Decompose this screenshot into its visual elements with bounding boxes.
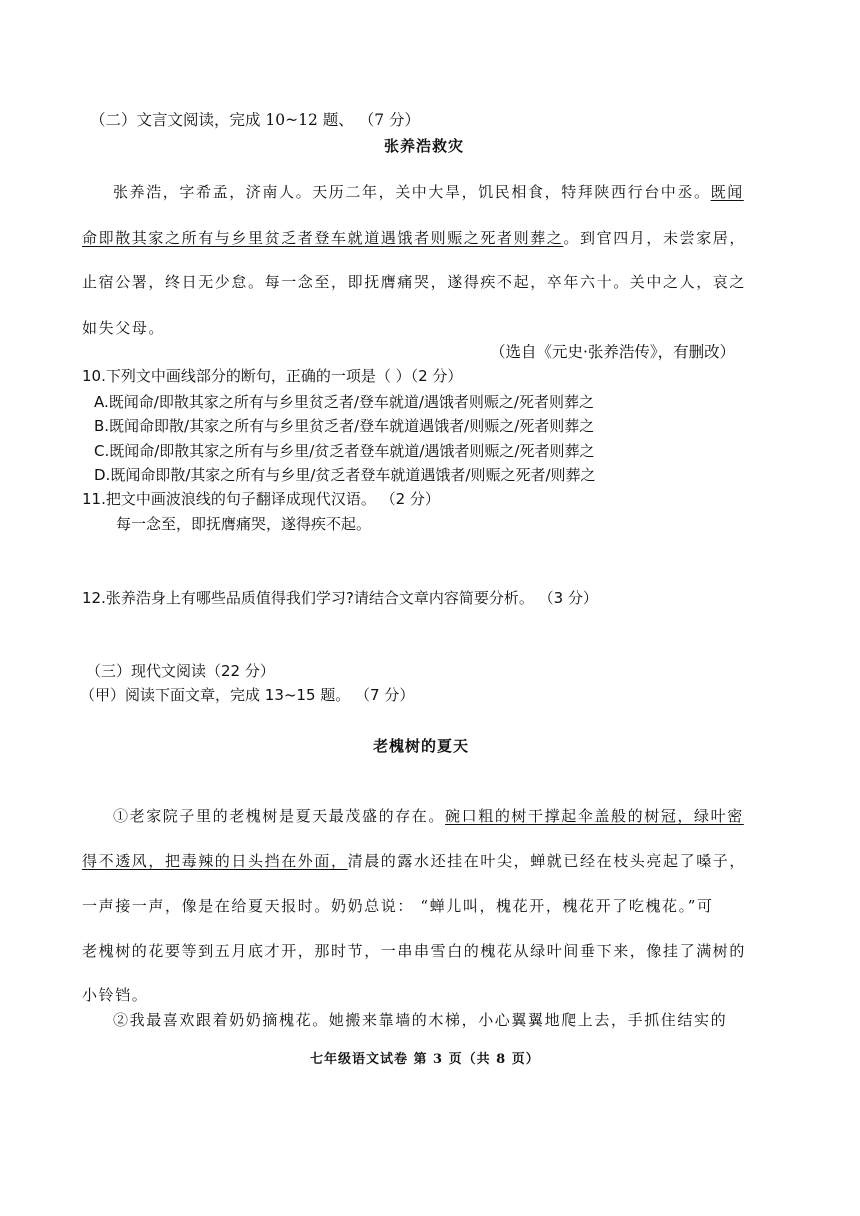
question-10-option-b: B.既闻命即散/其家之所有与乡里贫乏者/登车就道遇饿者/则赈之/死者则葬之 — [94, 417, 595, 435]
article-line-5: 小铃铛。 — [82, 986, 149, 1004]
underlined-text: 得不透风，把毒辣的日头挡在外面， — [82, 852, 348, 870]
underlined-text: 命即散其家之所有与乡里贫乏者登车就道遇饿者则赈之死者则葬之 — [82, 229, 564, 247]
article-line-6: ②我最喜欢跟着奶奶摘槐花。她搬来靠墙的木梯，小心翼翼地爬上去，手抓住结实的 — [113, 1011, 728, 1029]
section-heading: （二）文言文阅读，完成 10~12 题、 （7 分） — [90, 111, 421, 129]
passage-line-2: 命即散其家之所有与乡里贫乏者登车就道遇饿者则赈之死者则葬之。到官四月，未尝家居， — [82, 229, 747, 247]
passage-line-3: 止宿公署，终日无少怠。每一念至，即抚膺痛哭，遂得疾不起，卒年六十。关中之人，哀之 — [82, 273, 747, 291]
passage-title: 张养浩救灾 — [384, 137, 465, 155]
question-10-option-d: D.既闻命即散/其家之所有与乡里/贫乏者登车就道遇饿者/则赈之死者/则葬之 — [94, 466, 596, 484]
passage-line-4: 如失父母。 — [82, 319, 166, 337]
article-line-3: 一声接一声，像是在给夏天报时。奶奶总说： “蝉儿叫，槐花开，槐花开了吃槐花。”可 — [82, 897, 714, 915]
question-11-sentence: 每一念至，即抚膺痛哭，遂得疾不起。 — [116, 515, 372, 533]
passage-line-1: 张养浩，字希孟，济南人。天历二年，关中大旱，饥民相食，特拜陕西行台中丞。既闻 — [113, 183, 744, 201]
question-12-stem: 12.张养浩身上有哪些品质值得我们学习?请结合文章内容简要分析。 （3 分） — [82, 589, 598, 607]
sub-section-heading: （甲）阅读下面文章，完成 13~15 题。 （7 分） — [80, 686, 415, 704]
question-10-option-a: A.既闻命/即散其家之所有与乡里贫乏者/登车就道/遇饿者则赈之/死者则葬之 — [94, 393, 594, 411]
question-10-option-c: C.既闻命/即散其家之所有与乡里/贫乏者登车就道/遇饿者则赈之/死者则葬之 — [94, 442, 595, 460]
question-10-stem: 10.下列文中画线部分的断句，正确的一项是（ ）（2 分） — [82, 367, 463, 385]
underlined-text: 碗口粗的树干撑起伞盖般的树冠，绿叶密 — [445, 807, 744, 825]
underlined-text: 既闻 — [710, 183, 744, 201]
passage-source: （选自《元史·张养浩传》，有删改） — [490, 343, 736, 361]
section-heading: （三）现代文阅读（22 分） — [86, 662, 275, 680]
page-footer: 七年级语文试卷 第 3 页（共 8 页） — [310, 1052, 540, 1067]
article-line-4: 老槐树的花要等到五月底才开，那时节，一串串雪白的槐花从绿叶间垂下来，像挂了满树的 — [82, 942, 747, 960]
article-line-2: 得不透风，把毒辣的日头挡在外面，清晨的露水还挂在叶尖，蝉就已经在枝头亮起了嗓子， — [82, 852, 747, 870]
article-line-1: ①老家院子里的老槐树是夏天最茂盛的存在。碗口粗的树干撑起伞盖般的树冠，绿叶密 — [113, 807, 744, 825]
question-11-stem: 11.把文中画波浪线的句子翻译成现代汉语。 （2 分） — [82, 490, 440, 508]
article-title: 老槐树的夏天 — [373, 737, 470, 755]
